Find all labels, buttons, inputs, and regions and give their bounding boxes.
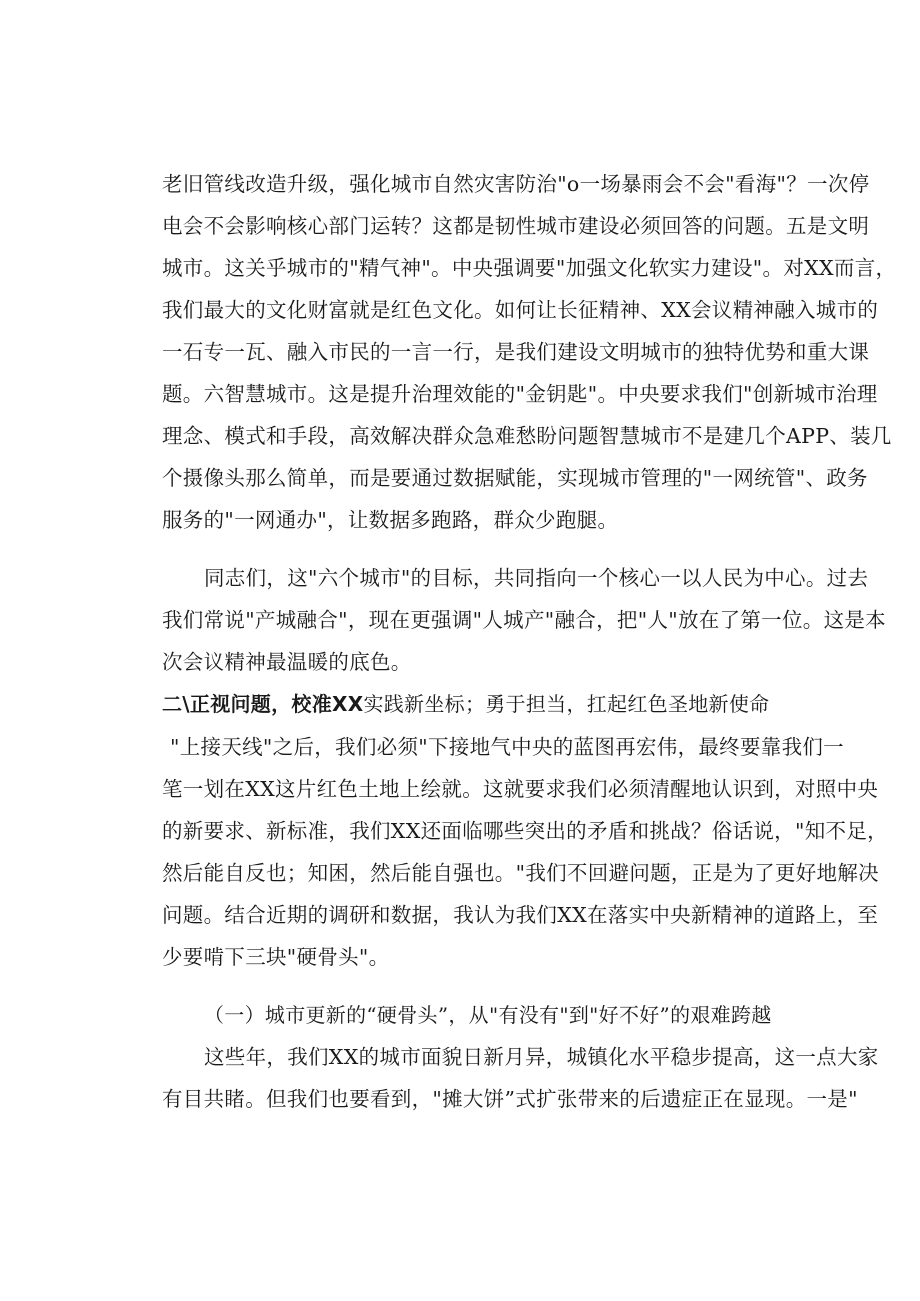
text-line: 一石专一瓦、融入市民的一言一行，是我们建设文明城市的独特优势和重大课 [162, 340, 870, 364]
section-heading [162, 690, 802, 718]
text-line: 城市。这关乎城市的"精气神"。中央强调要"加强文化软实力建设"。对XX而言， [162, 256, 897, 280]
text-line: 少要啃下三块"硬骨头"。 [162, 945, 390, 969]
text-line: 我们最大的文化财富就是红色文化。如何让长征精神、XX会议精神融入城市的 [162, 298, 879, 322]
section-heading-bold: 二\正视问题，校准XX [162, 692, 364, 716]
text-line: 个摄像头那么简单，而是要通过数据赋能，实现城市管理的"一网统管"、政务 [162, 466, 868, 490]
text-line: 的新要求、新标准，我们XX还面临哪些突出的矛盾和挑战？俗话说，"知不足， [162, 819, 888, 843]
section-heading-rest: 实践新坐标；勇于担当，扛起红色圣地新使命 [363, 692, 770, 716]
text-line: 电会不会影响核心部门运转？这都是韧性城市建设必须回答的问题。五是文明 [162, 214, 870, 238]
text-line: 老旧管线改造升级，强化城市自然灾害防治"o一场暴雨会不会"看海"？一次停 [162, 172, 870, 196]
text-line: 问题。结合近期的调研和数据，我认为我们XX在落实中央新精神的道路上，至 [162, 903, 879, 927]
text-line: 这些年，我们XX的城市面貌日新月异，城镇化水平稳步提高，这一点大家 [204, 1045, 879, 1069]
text-line: 题。六智慧城市。这是提升治理效能的"金钥匙"。中央要求我们"创新城市治理 [162, 382, 878, 406]
text-line: 我们常说"产城融合"，现在更强调"人城产"融合，把"人"放在了第一位。这是本 [162, 608, 886, 632]
text-line: 有目共睹。但我们也要看到，"摊大饼”式扩张带来的后遗症正在显现。一是" [162, 1087, 858, 1111]
text-line: 次会议精神最温暖的底色。 [162, 650, 412, 674]
text-line: 然后能自反也；知困，然后能自强也。"我们不回避问题，正是为了更好地解决 [162, 861, 879, 885]
subsection-heading: （一）城市更新的“硬骨头”，从"有没有"到"好不好”的艰难跨越 [204, 1003, 772, 1027]
text-line: 理念、模式和手段，高效解决群众急难愁盼问题智慧城市不是建几个APP、装几 [162, 424, 892, 448]
text-line: 同志们，这"六个城市"的目标，共同指向一个核心一以人民为中心。过去 [204, 566, 869, 590]
text-line: 服务的"一网通办"，让数据多跑路，群众少跑腿。 [162, 508, 619, 532]
text-line: 笔一划在XX这片红色土地上绘就。这就要求我们必须清醒地认识到，对照中央 [162, 777, 879, 801]
text-line: "上接天线"之后，我们必须"下接地气中央的蓝图再宏伟，最终要靠我们一 [170, 735, 844, 759]
